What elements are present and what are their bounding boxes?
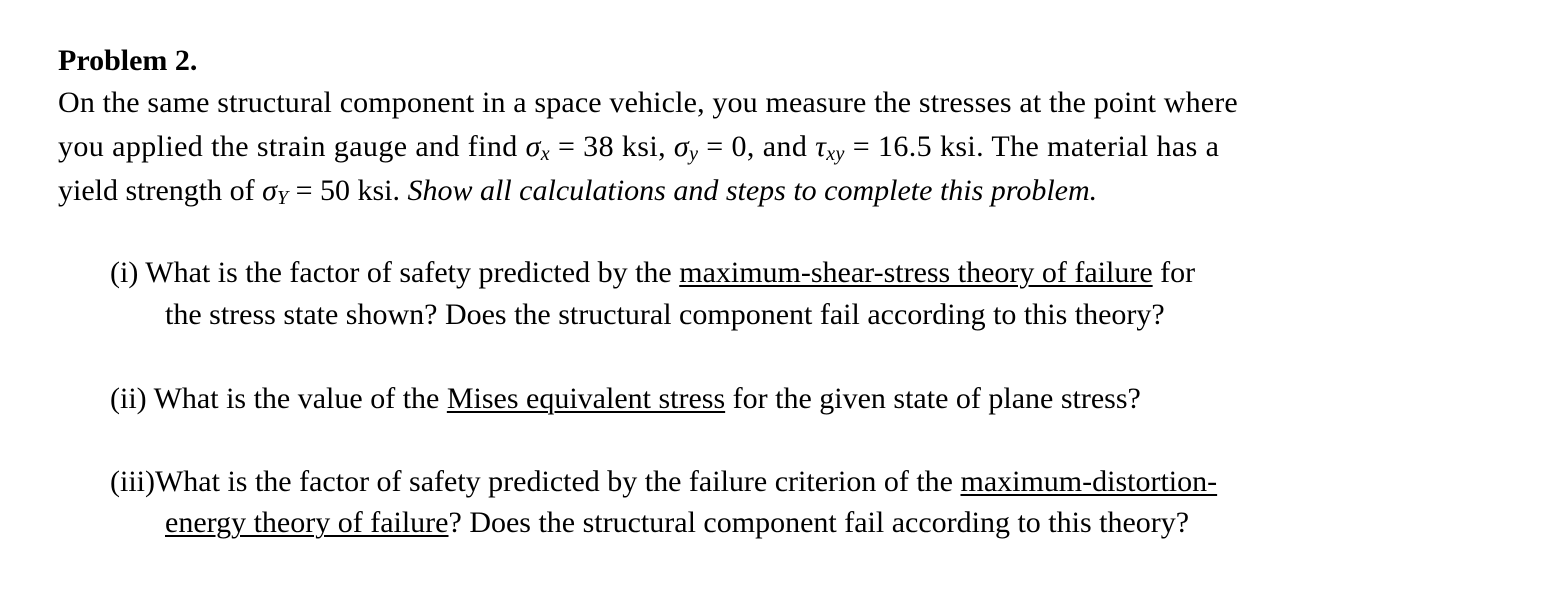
tau-xy-value: = 16.5 ksi. The material has a bbox=[844, 130, 1220, 163]
question-text: for bbox=[1152, 256, 1196, 289]
sigma-yield-value: = 50 ksi. bbox=[288, 174, 408, 207]
question-text: (i) What is the factor of safety predicted by the bbox=[110, 256, 680, 289]
underlined-term: maximum-distortion- bbox=[960, 465, 1218, 498]
sigma-y-subscript: y bbox=[689, 143, 699, 165]
sigma-y-value: = 0, and bbox=[698, 130, 816, 163]
instruction-text: Show all calculations and steps to complete this problem. bbox=[407, 174, 1098, 207]
sigma-yield-subscript: Y bbox=[276, 187, 289, 209]
statement-text: you applied the strain gauge and find bbox=[58, 130, 526, 163]
question-1-line-2: the stress state shown? Does the structural component fail according to this theory? bbox=[165, 298, 1165, 331]
statement-line-2 bbox=[58, 128, 1219, 166]
underlined-term: maximum-shear-stress theory of failure bbox=[679, 256, 1153, 289]
sigma-y-symbol: σ bbox=[673, 130, 690, 163]
question-text: (ii) What is the value of the bbox=[110, 382, 447, 415]
statement-line-3 bbox=[58, 172, 1097, 210]
question-text: ? Does the structural component fail according to this theory? bbox=[448, 506, 1190, 539]
sigma-x-subscript: x bbox=[540, 143, 551, 165]
question-3-line-2 bbox=[165, 504, 1189, 542]
question-1-line-1 bbox=[110, 254, 1195, 292]
statement-text: yield strength of bbox=[58, 174, 263, 207]
question-text: for the given state of plane stress? bbox=[725, 382, 1141, 415]
tau-xy-subscript: xy bbox=[826, 143, 845, 165]
sigma-yield-symbol: σ bbox=[262, 174, 277, 207]
underlined-term: energy theory of failure bbox=[165, 506, 449, 539]
sigma-x-value: = 38 ksi, bbox=[550, 130, 674, 163]
question-text: (iii)What is the factor of safety predicted by the failure criterion of the bbox=[110, 465, 961, 498]
underlined-term: Mises equivalent stress bbox=[446, 382, 726, 415]
question-3-line-1 bbox=[110, 463, 1217, 501]
tau-xy-symbol: τ bbox=[815, 130, 827, 163]
statement-line-1: On the same structural component in a space vehicle, you measure the stresses at the point where bbox=[58, 86, 1238, 119]
sigma-x-symbol: σ bbox=[525, 130, 541, 163]
question-2-line-1 bbox=[110, 380, 1141, 418]
problem-title: Problem 2. bbox=[58, 44, 198, 77]
